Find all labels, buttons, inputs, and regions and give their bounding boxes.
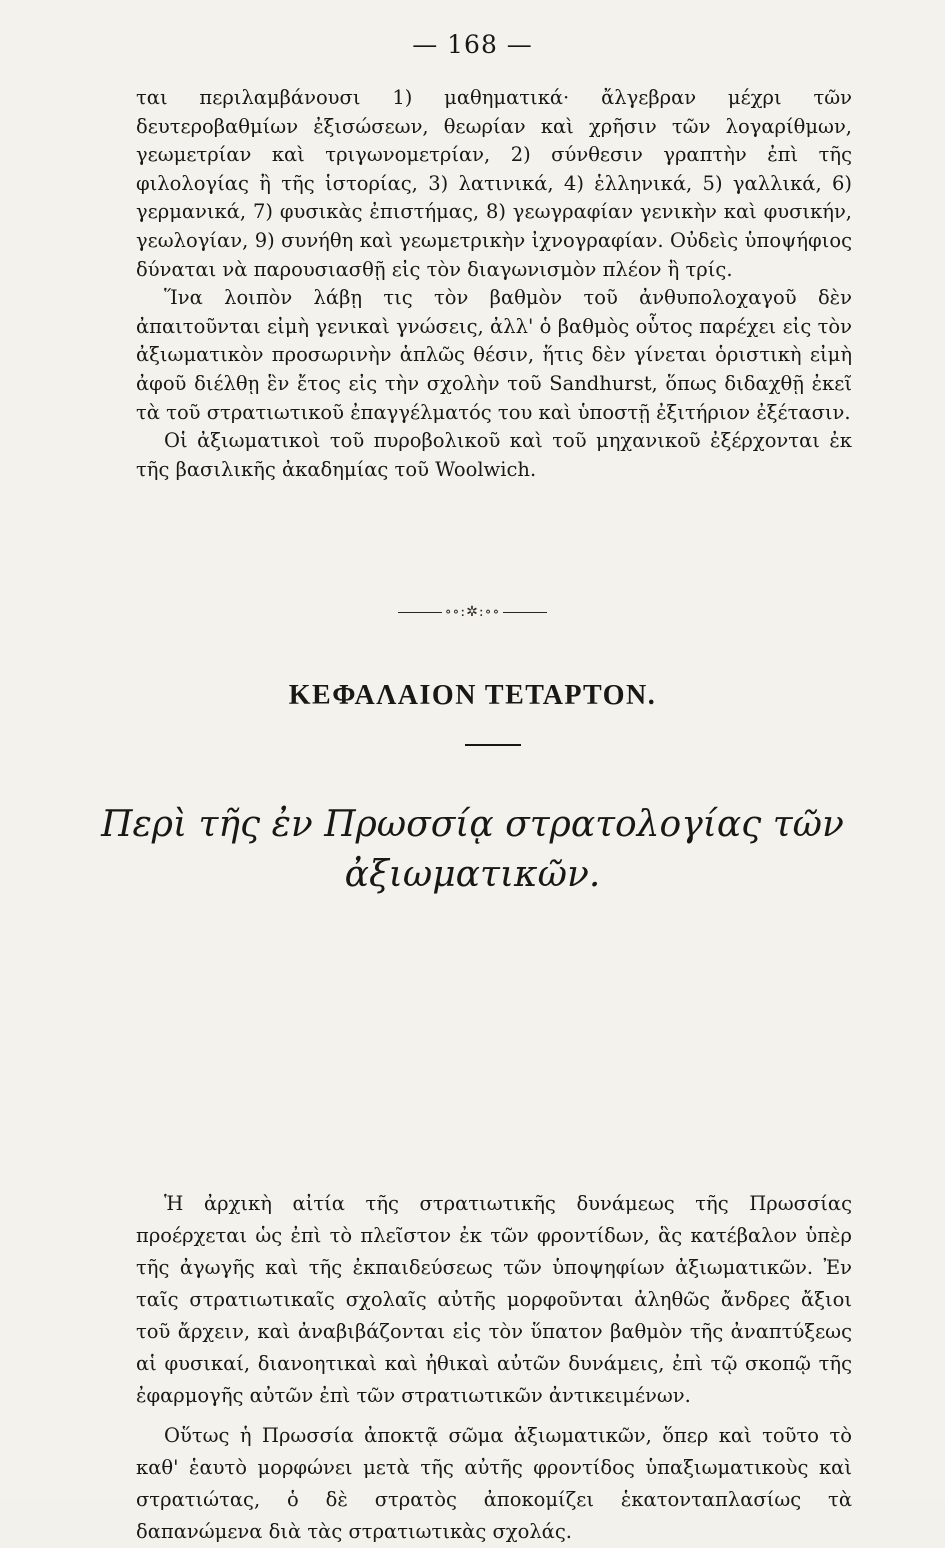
section-separator: [0, 604, 945, 620]
text-section-3: [136, 1420, 852, 1548]
separator-ornament-icon: ∘∘:✲:∘∘: [444, 604, 501, 620]
text-section-2: [136, 1188, 852, 1412]
paragraph-sandhurst: Ἵνα λοιπὸν λάβῃ τις τὸν βαθμὸν τοῦ ἀνθυπολοχαγοῦ δὲν ἀπαιτοῦνται εἰμὴ γενικαὶ γνώσεις, ἀλλ' ὁ βαθμὸς οὗτος παρέχει εἰς τὸν ἀξιωματικὸν προσωρινὴν ἁπλῶς θέσιν, ἥτις δὲν γίνεται ὁριστικὴ εἰμὴ ἀφοῦ διέλθῃ ἓν ἔτος εἰς τὴν σχολὴν τοῦ Sandhurst, ὅπως διδαχθῇ ἐκεῖ τὰ τοῦ στρατιωτικοῦ ἐπαγγέλματός του καὶ ὑποστῇ ἐξιτήριον ἐξέτασιν.: [136, 286, 852, 424]
separator-line-right: [503, 612, 547, 613]
paragraph-woolwich: Οἱ ἀξιωματικοὶ τοῦ πυροβολικοῦ καὶ τοῦ μηχανικοῦ ἐξέρχονται ἐκ τῆς βασιλικῆς ἀκαδημίας τοῦ Woolwich.: [136, 429, 852, 481]
chapter-title: [0, 800, 945, 900]
chapter-title-line-2: ἀξιωματικῶν.: [344, 854, 601, 895]
separator-line-left: [398, 612, 442, 613]
paragraph-exam-subjects: ται περιλαμβάνουσι 1) μαθηματικά· ἄλγεβραν μέχρι τῶν δευτεροβαθμίων ἐξισώσεων, θεωρίαν καὶ χρῆσιν τῶν λογαρίθμων, γεωμετρίαν καὶ τριγωνομετρίαν, 2) σύνθεσιν γραπτὴν ἐπὶ τῆς φιλολογίας ἢ τῆς ἱστορίας, 3) λατινικά, 4) ἑλληνικά, 5) γαλλικά, 6) γερμανικά, 7) φυσικὰς ἐπιστήμας, 8) γεωγραφίαν γενικὴν καὶ φυσικήν, γεωλογίαν, 9) συνήθη καὶ γεωμετρικὴν ἰχνογραφίαν. Οὐδεὶς ὑποψήφιος δύναται νὰ παρουσιασθῇ εἰς τὸν διαγωνισμὸν πλέον ἢ τρίς.: [136, 86, 852, 281]
paragraph-prussian-schools: Ἡ ἀρχικὴ αἰτία τῆς στρατιωτικῆς δυνάμεως τῆς Πρωσσίας προέρχεται ὡς ἐπὶ τὸ πλεῖστον ἐκ τῶν φροντίδων, ἃς κατέβαλον ὑπὲρ τῆς ἀγωγῆς καὶ τῆς ἐκπαιδεύσεως τῶν ὑποψηφίων ἀξιωματικῶν. Ἐν ταῖς στρατιωτικαῖς σχολαῖς αὐτῆς μορφοῦνται ἀληθῶς ἄνδρες ἄξιοι τοῦ ἄρχειν, καὶ ἀναβιβάζονται εἰς τὸν ὕπατον βαθμὸν τῆς ἀναπτύξεως αἱ φυσικαί, διανοητικαὶ καὶ ἠθικαὶ αὐτῶν δυνάμεις, ἐπὶ τῷ σκοπῷ τῆς ἐφαρμογῆς αὐτῶν ἐπὶ τῶν στρατιωτικῶν ἀντικειμένων.: [136, 1192, 852, 1407]
page-number: — 168 —: [412, 30, 533, 59]
paragraph-officer-corps: Οὕτως ἡ Πρωσσία ἀποκτᾷ σῶμα ἀξιωματικῶν, ὅπερ καὶ τοῦτο τὸ καθ' ἑαυτὸ μορφώνει μετὰ τῆς αὐτῆς φροντίδος ὑπαξιωματικοὺς καὶ στρατιώτας, ὁ δὲ στρατὸς ἀποκομίζει ἑκατονταπλασίως τὰ δαπανώμενα διὰ τὰς στρατιωτικὰς σχολάς.: [136, 1424, 852, 1543]
text-section-1: [136, 84, 852, 484]
chapter-title-line-1: Περὶ τῆς ἐν Πρωσσίᾳ στρατολογίας τῶν: [101, 804, 844, 845]
chapter-heading: ΚΕΦΑΛΑΙΟΝ ΤΕΤΑΡΤΟΝ.: [288, 680, 657, 711]
chapter-rule: [465, 744, 521, 746]
